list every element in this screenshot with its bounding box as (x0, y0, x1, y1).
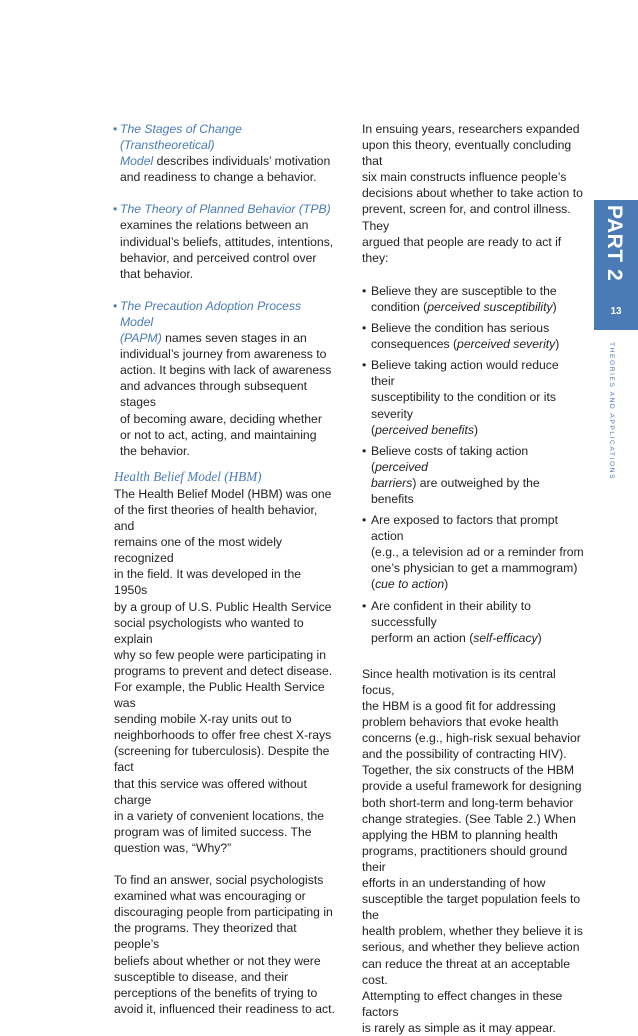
text-line: in a variety of convenient locations, the (114, 808, 325, 823)
text-line: can reduce the threat at an acceptable cost. (362, 956, 571, 987)
construct-term: perceived susceptibility (427, 299, 553, 314)
section-label: THEORIES AND APPLICATIONS (608, 342, 615, 481)
text-line: susceptible to disease, and their (114, 969, 289, 984)
construct-term: perceived benefits (375, 422, 474, 437)
construct-term: perceived (375, 459, 428, 474)
text-line: efforts in an understanding of how (362, 876, 546, 891)
text-line: ) (555, 337, 560, 352)
text-line: one’s physician to get a mammogram) (371, 561, 578, 576)
page-number: 13 (610, 306, 622, 317)
text-line: ( (371, 422, 376, 437)
bullet-text: and readiness to change a behavior. (120, 170, 317, 185)
bullet-text: behavior, and perceived control over (120, 250, 317, 265)
text-line: ) (552, 299, 557, 314)
text-line: In ensuing years, researchers expanded (362, 122, 580, 136)
bullet-text: or not to act, acting, and maintaining (120, 427, 317, 442)
text-line: avoid it, influenced their readiness to act. (114, 1001, 335, 1016)
text-line: applying the HBM to planning health (362, 827, 558, 842)
theory-title: (PAPM) (120, 331, 162, 346)
bullet-stages-of-change (114, 121, 336, 185)
text-line: For example, the Public Health Service was (114, 680, 325, 711)
bullet-dot: • (113, 202, 118, 217)
text-line: serious, and whether they believe action (362, 940, 580, 955)
bullet-text: examines the relations between an (120, 218, 309, 233)
part-label: PART 2 (603, 205, 626, 282)
text-line: in the field. It was developed in the 1950s (114, 567, 301, 598)
text-line: decisions about whether to take action to (362, 186, 583, 201)
construct-susceptibility (362, 283, 584, 315)
text-line: ) (473, 422, 479, 437)
construct-barriers (362, 443, 584, 507)
left-column (114, 121, 336, 1017)
text-line: both short-term and long-term behavior (362, 795, 574, 810)
right-column (362, 121, 584, 1036)
text-line: is rarely as simple as it may appear. (362, 1020, 556, 1035)
text-line: beliefs about whether or not they were (114, 953, 321, 968)
theory-title: The Stages of Change (Transtheoretical) (120, 122, 242, 153)
text-line: programs, practitioners should ground their (362, 843, 568, 874)
bullet-dot: • (362, 598, 367, 613)
text-line: To find an answer, social psychologists (114, 873, 324, 888)
text-line: ) (444, 577, 449, 592)
construct-severity (362, 320, 584, 352)
text-line: Since health motivation is its central focus, (362, 666, 556, 697)
text-line: and the possibility of contracting HIV). (362, 747, 567, 762)
text-line: social psychologists who wanted to explain (114, 615, 304, 646)
text-line: remains one of the most widely recognized (114, 535, 282, 566)
bullet-text: of becoming aware, deciding whether (120, 411, 322, 426)
text-line: problem behaviors that evoke health (362, 715, 559, 730)
theory-title: The Precaution Adoption Process Model (120, 298, 302, 329)
text-line: question was, “Why?” (114, 840, 232, 855)
text-line: that this service was offered without charge (114, 776, 307, 807)
bullet-dot: • (362, 358, 367, 373)
text-line: Are confident in their ability to successfully (371, 598, 531, 629)
text-line: prevent, screen for, and control illness. They (362, 202, 571, 233)
construct-term: perceived severity (457, 337, 556, 352)
text-line: perceptions of the benefits of trying to (114, 985, 318, 1000)
bullet-dot: • (362, 321, 367, 336)
bullet-dot: • (113, 298, 118, 313)
bullet-text: individual’s journey from awareness to (120, 347, 327, 362)
text-line: (screening for tuberculosis). Despite the fact (114, 744, 330, 775)
paragraph-hbm-history (114, 486, 336, 856)
bullet-theory-planned-behavior (114, 201, 336, 281)
text-line: ) (537, 630, 542, 645)
text-line: program was of limited success. The (114, 824, 312, 839)
text-line: susceptibility to the condition or its severity (371, 390, 556, 421)
text-line: The Health Belief Model (HBM) was one (114, 486, 332, 501)
text-line: neighborhoods to offer free chest X-rays (114, 728, 332, 743)
bullet-text: individual’s beliefs, attitudes, intentions, (120, 234, 334, 249)
text-line: condition ( (371, 299, 428, 314)
paragraph-hbm-answer (114, 872, 336, 1017)
text-line: Believe the condition has serious (371, 321, 550, 336)
construct-term: barriers (371, 475, 413, 490)
text-line: why so few people were participating in (114, 647, 327, 662)
text-line: Are exposed to factors that prompt action (371, 513, 558, 544)
text-line: sending mobile X-ray units out to (114, 712, 292, 727)
text-line: Attempting to effect changes in these factors (362, 988, 563, 1019)
text-line: the HBM is a good fit for addressing (362, 699, 556, 713)
theory-title: The Theory of Planned Behavior (TPB) (120, 202, 331, 217)
text-line: ( (371, 577, 376, 592)
construct-self-efficacy (362, 598, 584, 646)
text-line: six main constructs influence people’s (362, 170, 567, 185)
bullet-text: the behavior. (120, 443, 190, 458)
text-line: examined what was encouraging or (114, 889, 306, 904)
construct-term: self-efficacy (473, 630, 538, 645)
paragraph-intro (362, 121, 584, 266)
bullet-text: and advances through subsequent stages (120, 379, 308, 410)
bullet-dot: • (362, 443, 367, 458)
bullet-papm (114, 298, 336, 459)
text-line: susceptible the target population feels to the (362, 892, 581, 923)
text-line: upon this theory, eventually concluding that (362, 138, 572, 169)
text-line: by a group of U.S. Public Health Service (114, 599, 332, 614)
paragraph-closing (362, 666, 584, 1036)
theory-title: Model (120, 154, 154, 169)
bullet-text: describes individuals’ motivation (153, 154, 331, 169)
text-line: perform an action ( (371, 630, 474, 645)
bullet-dot: • (362, 513, 367, 528)
text-line: Together, the six constructs of the HBM (362, 763, 575, 778)
text-line: of the first theories of health behavior, and (114, 502, 318, 534)
text-line: argued that people are ready to act if they: (362, 234, 562, 265)
bullet-text: action. It begins with lack of awareness (120, 363, 332, 378)
bullet-text: names seven stages in an (161, 331, 307, 346)
construct-cue-to-action (362, 512, 584, 592)
text-line: provide a useful framework for designing (362, 779, 582, 794)
text-line: Believe they are susceptible to the (371, 283, 557, 298)
section-heading: Health Belief Model (HBM) (114, 468, 262, 484)
text-line: the programs. They theorized that people’s (114, 921, 297, 952)
construct-term: cue to action (375, 577, 445, 592)
text-line: health problem, whether they believe it is (362, 924, 583, 939)
text-line: programs to prevent and detect disease. (114, 663, 333, 678)
text-line: ) are outweighed by the benefits (371, 475, 540, 506)
bullet-dot: • (362, 283, 367, 298)
text-line: change strategies. (See Table 2.) When (362, 811, 576, 826)
text-line: Believe costs of taking action ( (371, 443, 529, 474)
text-line: concerns (e.g., high-risk sexual behavior (362, 731, 581, 746)
bullet-text: that behavior. (120, 266, 194, 281)
bullet-dot: • (113, 122, 118, 136)
construct-benefits (362, 357, 584, 437)
text-line: (e.g., a television ad or a reminder from (371, 545, 584, 560)
text-line: Believe taking action would reduce their (371, 358, 559, 389)
text-line: consequences ( (371, 337, 458, 352)
text-line: discouraging people from participating in (114, 905, 333, 920)
